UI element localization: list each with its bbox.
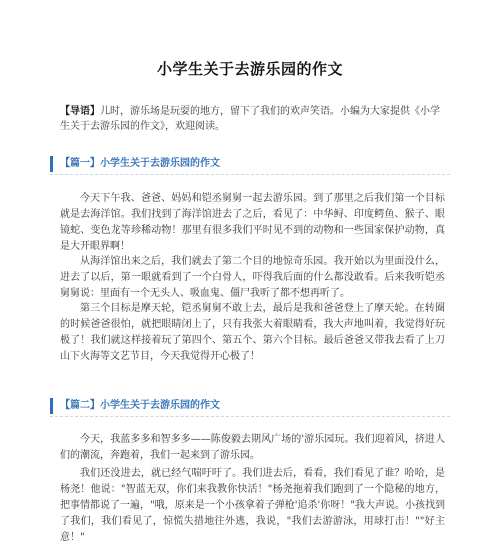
section-2-heading: 【篇二】小学生关于去游乐园的作文: [50, 398, 460, 414]
section-1-heading: 【篇一】小学生关于去游乐园的作文: [50, 156, 460, 172]
section-1-paragraph-3: 第三个目标是摩天轮，铠丞舅舅不敢上去，最后是我和爸爸登上了摩天轮。在转圈的时候爸爸很怕，就把眼睛闭上了，只有我张大着眼睛看，我大声地叫着，我觉得好玩极了！我们就这样接着玩了第四个、第五个、第六个目标。最后爸爸又带我去看了上刀山下火海等文艺节目，今天我觉得开心极了！: [60, 303, 445, 362]
section-2-paragraph-1: 今天，我蓝多多和智多多——陈俊毅去期风广场的'游乐园玩。我们迎着风，挤进人们的潮流，奔跑着，我们一起来到了游乐园。: [60, 434, 445, 461]
intro-paragraph: [60, 104, 445, 134]
section-1-paragraph-2: 从海洋馆出来之后，我们就去了第二个目的地惊奇乐园。我开始以为里面没什么，进去了以后，第一眼就看到了一个白骨人，吓得我后面的什么都没敢看。后来我听铠丞舅舅说：里面有一个无头人、吸血鬼、僵尸我听了都不想再听了。: [60, 256, 445, 299]
intro-lead: 【导语】: [60, 106, 100, 117]
section-1-paragraph-1: 今天下午我、爸爸、妈妈和铠丞舅舅一起去游乐园。到了那里之后我们第一个目标就是去海洋馆。我们找到了海洋馆进去了之后，看见了：中华鲟、印度鳄鱼、猴子、眼镜蛇、变色龙等珍稀动物！那里有很多我们平时见不到的动物和一些国家保护动物，真是大开眼界啊！: [60, 193, 445, 252]
section-1-divider: [50, 174, 450, 175]
section-2-divider: [50, 416, 450, 417]
section-2-paragraph-2: 我们还没进去，就已经气喘吁吁了。我们进去后，看看，我们看见了谁？哈哈，是杨尧！他说："智蓝无双，你们来我教你快活！"杨尧拖着我们跑到了一个隐秘的地方，把事情都说了一遍，"哦，原来是一个小孩拿着子弹枪'追杀'你呀！"我大声说。小孩找到了我们，我们看见了，惊慌失措地往外逃，我说，"我们去游游泳，用球打击！""好主意！": [60, 468, 445, 543]
document-title: 小学生关于去游乐园的作文: [156, 60, 343, 78]
intro-text: 儿时，游乐场是玩耍的地方，留下了我们的欢声笑语。小编为大家提供《小学生关于去游乐园的作文》，欢迎阅读。: [60, 106, 440, 132]
